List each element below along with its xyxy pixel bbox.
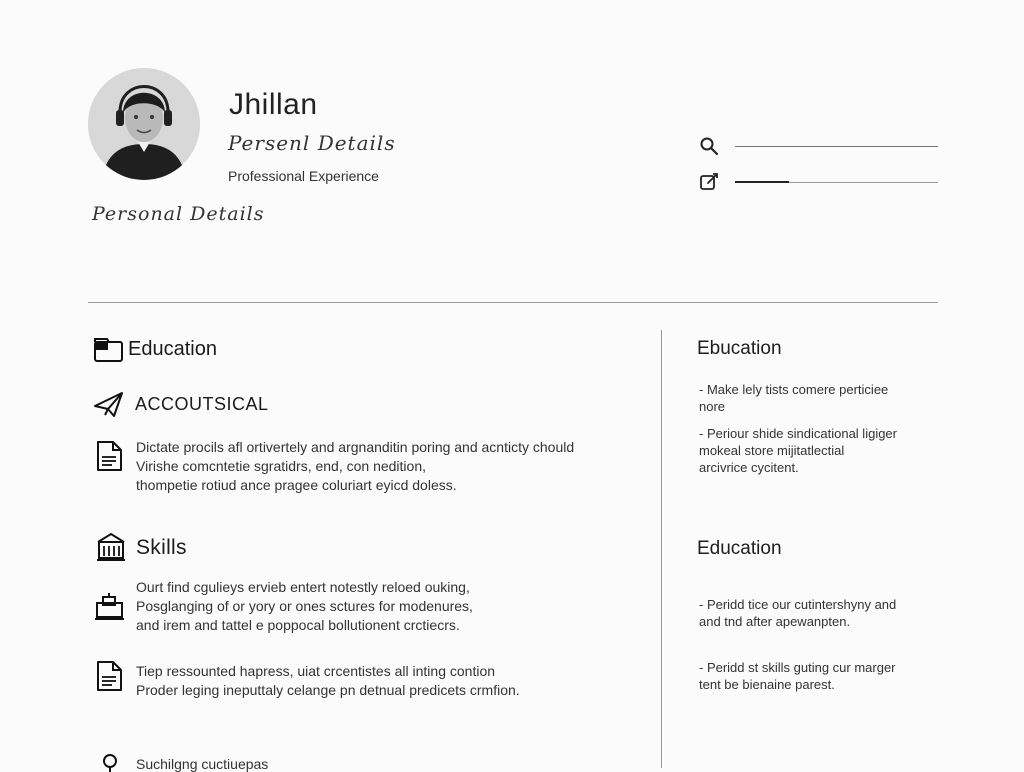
paragraph-2: Ourt find cgulieys ervieb entert notestly reloed ouking, Posglanging of or yory or ones sctures for modenures, and irem and tattel e poppocal bollutionent crctiecrs. bbox=[136, 579, 473, 633]
edit-input-progress bbox=[735, 181, 789, 183]
right-section-title-2: Education bbox=[697, 538, 782, 559]
location-pin-icon bbox=[100, 752, 120, 772]
bullet-4: - Peridd st skills guting cur marger tent be bienaine parest. bbox=[699, 660, 896, 692]
profile-photo bbox=[88, 68, 200, 180]
professional-experience-label: Professional Experience bbox=[228, 168, 379, 184]
right-section-title-1: Ebucation bbox=[697, 338, 782, 359]
building-icon bbox=[94, 530, 128, 564]
search-input-line[interactable] bbox=[735, 146, 938, 147]
tool-icon bbox=[92, 589, 126, 623]
personal-details-label: Personal Details bbox=[92, 203, 265, 225]
paper-plane-icon bbox=[92, 388, 126, 422]
column-divider bbox=[661, 330, 662, 768]
edit-input-line[interactable] bbox=[735, 182, 938, 183]
education-title: Education bbox=[128, 338, 217, 360]
paragraph-1: Dictate procils afl ortivertely and argnanditin poring and acnticty chould Virishe comcntetie sgratidrs, end, con nedition, thompetie rotiud ance pragee coluriart eyicd doless. bbox=[136, 439, 575, 493]
section-divider bbox=[88, 302, 938, 303]
paragraph-3: Tiep ressounted hapress, uiat crcentistes all inting contion Proder leging ineputtaly celange pn detnual predicets crmfion. bbox=[136, 663, 520, 698]
accent-title: ACCOUTSICAL bbox=[135, 394, 269, 414]
bottom-label: Suchilgng cuctiuepas bbox=[136, 756, 269, 772]
candidate-name: Jhillan bbox=[229, 88, 318, 121]
document-icon bbox=[92, 659, 126, 693]
bullet-1: - Make lely tists comere perticiee nore bbox=[699, 382, 889, 414]
bullet-3: - Peridd tice our cutintershyny and and tnd after apewanpten. bbox=[699, 597, 897, 629]
briefcase-icon bbox=[92, 334, 126, 368]
edit-icon[interactable] bbox=[699, 172, 719, 192]
search-icon[interactable] bbox=[699, 136, 719, 156]
avatar bbox=[88, 68, 200, 180]
skills-title: Skills bbox=[136, 536, 187, 559]
subtitle-script: Persenl Details bbox=[228, 131, 396, 155]
bullet-2: - Periour shide sindicational ligiger mokeal store mijitatlectial arcivrice cycitent. bbox=[699, 426, 897, 475]
document-icon bbox=[92, 439, 126, 473]
